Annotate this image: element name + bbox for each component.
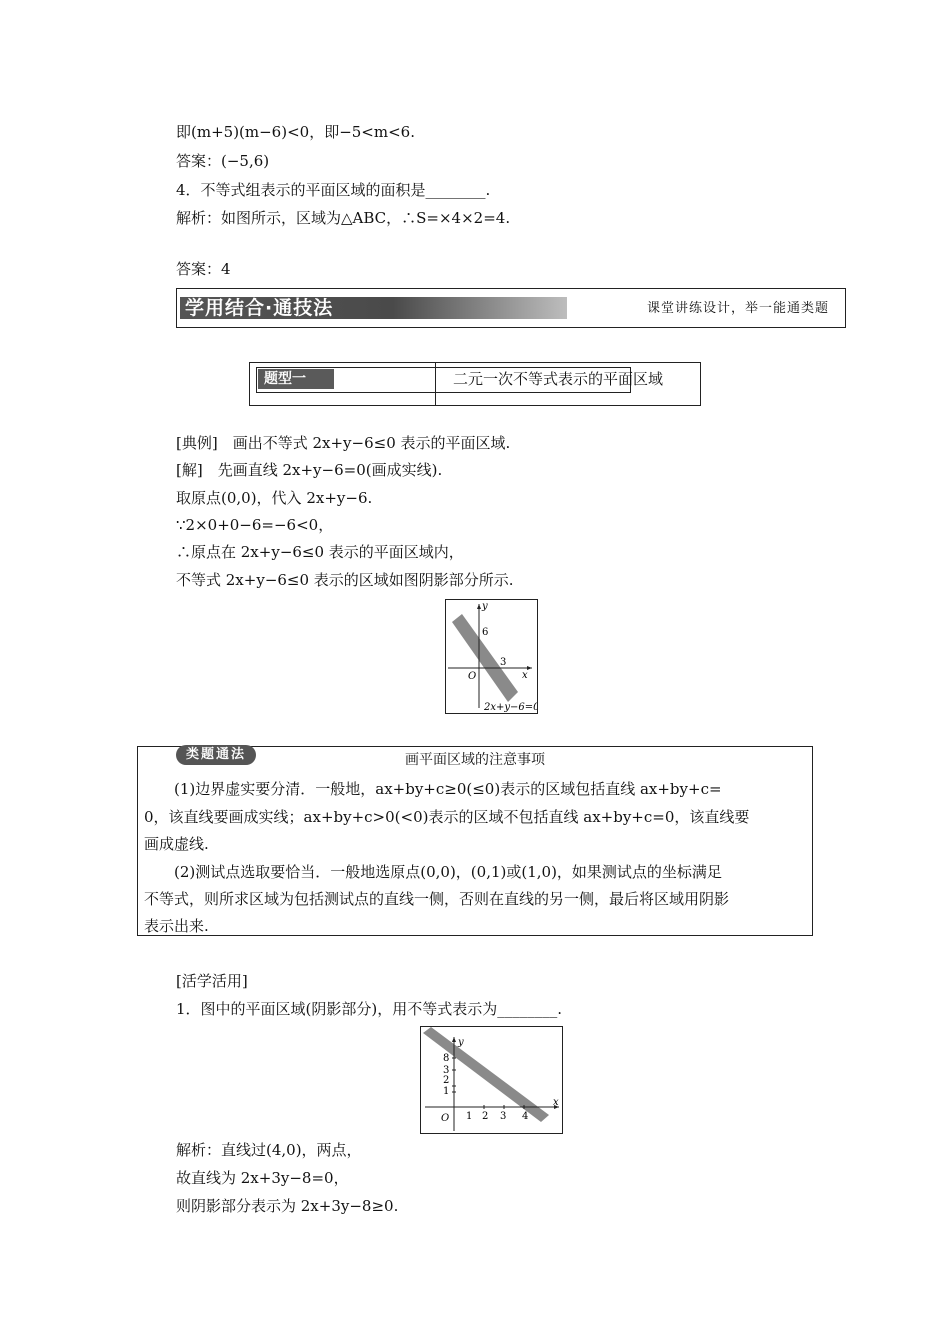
analysis-line: 解析：如图所示，区域为△ABC，∴S=×4×2=4. [176, 209, 511, 227]
section-heading [249, 362, 701, 406]
x-axis-label: x [553, 1097, 559, 1108]
origin-label: O [441, 1113, 450, 1124]
note-paragraph-line: 表示出来. [144, 917, 209, 935]
answer-line: 答案：4 [176, 260, 231, 278]
y-axis-label: y [458, 1037, 464, 1048]
note-badge: 类题通法 [176, 745, 256, 765]
solution-line: ∵2×0+0−6=−6<0， [176, 516, 334, 534]
x-tick-label: 2 [482, 1111, 489, 1122]
question-4: 4．不等式组表示的平面区域的面积是________. [176, 181, 491, 199]
solution-line: [解] 先画直线 2x+y−6=0(画成实线). [176, 461, 443, 479]
note-paragraph-line: (1)边界虚实要分清．一般地，ax+by+c≥0(≤0)表示的区域包括直线 ax+by+c= [144, 780, 722, 798]
y-tick-label: 6 [482, 627, 489, 638]
y-tick-label: 1 [443, 1086, 450, 1097]
section-title: 二元一次不等式表示的平面区域 [453, 370, 664, 388]
example-line: [典例] 画出不等式 2x+y−6≤0 表示的平面区域. [176, 434, 511, 452]
note-paragraph-line: (2)测试点选取要恰当．一般地选原点(0,0)，(0,1)或(1,0)，如果测试点的坐标满足 [144, 863, 722, 881]
note-paragraph-line: 画成虚线. [144, 835, 209, 853]
practice-question: 1．图中的平面区域(阴影部分)，用不等式表示为________. [176, 1000, 563, 1018]
y-axis-label: y [482, 601, 488, 612]
y-tick-label: 3 [443, 1065, 450, 1076]
y-tick-label: 8 [443, 1053, 450, 1064]
note-paragraph-line: 不等式，则所求区域为包括测试点的直线一侧，否则在直线的另一侧，最后将区域用阴影 [144, 890, 730, 908]
note-heading: 画平面区域的注意事项 [405, 752, 545, 768]
x-tick-label: 1 [466, 1111, 473, 1122]
line-equation-label: 2x+y−6=0 [484, 702, 537, 713]
origin-label: O [468, 671, 477, 682]
method-note-box [137, 746, 813, 936]
figure-1-graph [446, 600, 537, 713]
x-tick-label: 4 [522, 1111, 529, 1122]
note-paragraph-line: 0，该直线要画成实线；ax+by+c>0(<0)表示的区域不包括直线 ax+by+c=0，该直线要 [144, 808, 750, 826]
shaded-region [423, 1027, 549, 1122]
x-axis-label: x [522, 670, 528, 681]
banner-title: 学用结合·通技法 [185, 297, 334, 319]
analysis-line: 则阴影部分表示为 2x+3y−8≥0. [176, 1197, 399, 1215]
analysis-line: 解析：直线过(4,0)，两点， [176, 1141, 362, 1159]
x-tick-label: 3 [500, 657, 507, 668]
x-tick-label: 3 [500, 1111, 507, 1122]
figure-2-graph [421, 1027, 562, 1133]
divider [435, 363, 436, 405]
answer-line: 答案：(−5,6) [176, 152, 270, 170]
section-banner [176, 288, 846, 328]
practice-heading: [活学活用] [176, 972, 248, 990]
solution-line: ∴原点在 2x+y−6≤0 表示的平面区域内， [176, 543, 464, 561]
section-tag: 题型一 [258, 369, 334, 389]
y-tick-label: 2 [443, 1075, 450, 1086]
figure-2 [420, 1026, 563, 1134]
banner-subtitle: 课堂讲练设计，举一能通类题 [647, 301, 830, 316]
solution-line: 不等式 2x+y−6≤0 表示的区域如图阴影部分所示. [176, 571, 514, 589]
solution-line: 取原点(0,0)，代入 2x+y−6. [176, 489, 373, 507]
analysis-line: 故直线为 2x+3y−8=0， [176, 1169, 349, 1187]
figure-1 [445, 599, 538, 714]
text-line: 即(m+5)(m−6)<0，即−5<m<6. [176, 123, 415, 141]
